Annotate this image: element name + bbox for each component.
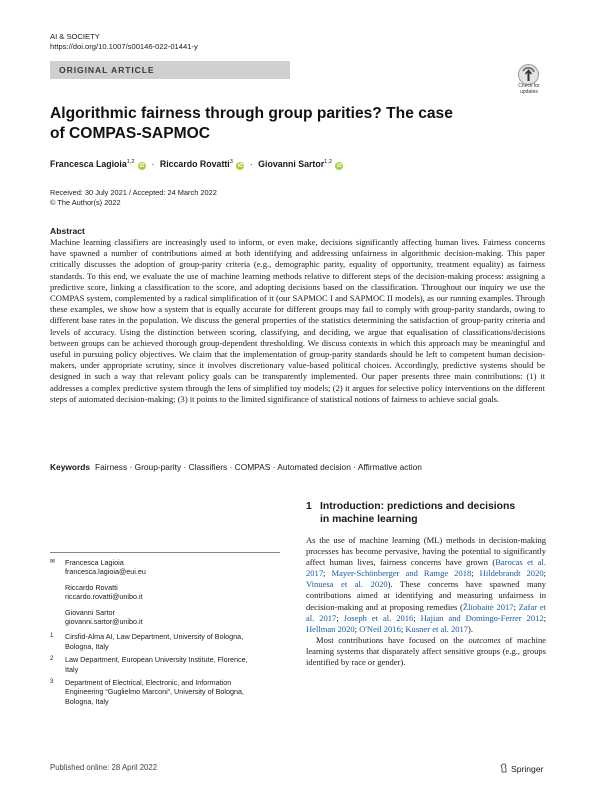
author-name[interactable]: Giovanni Sartor xyxy=(258,158,325,169)
text-run: Most contributions have focused on the xyxy=(316,634,469,645)
keywords-label: Keywords xyxy=(50,462,91,472)
envelope-icon: ✉ xyxy=(50,559,56,565)
journal-header xyxy=(50,32,198,52)
paper-title-line1: Algorithmic fairness through group parities? The case xyxy=(50,105,453,122)
correspondent-email[interactable]: francesca.lagioia@eui.eu xyxy=(65,567,146,577)
article-dates xyxy=(50,188,217,207)
affiliation-number: 1 xyxy=(50,633,54,640)
publisher-name: Springer xyxy=(511,764,544,774)
orcid-icon[interactable]: iD xyxy=(237,162,243,169)
section-title-line1: Introduction: predictions and decisions xyxy=(320,501,516,512)
citation-link[interactable]: Joseph et al. 2016 xyxy=(343,612,414,623)
author-name[interactable]: Francesca Lagioia xyxy=(50,158,127,169)
publisher-logo xyxy=(500,763,543,774)
citation-link[interactable]: Kusner et al. 2017 xyxy=(405,623,469,634)
text-run: ; xyxy=(400,623,406,634)
affiliation-line: Department of Electrical, Electronic, and Information xyxy=(65,678,232,688)
intro-paragraph-1 xyxy=(306,535,546,635)
intro-paragraph-2 xyxy=(306,635,546,668)
orcid-icon[interactable]: iD xyxy=(336,162,342,169)
citation-link[interactable]: Mayer-Schönberger and Ramge 2018 xyxy=(331,568,472,579)
contact-email[interactable]: giovanni.sartor@unibo.it xyxy=(65,617,143,627)
text-run: ; xyxy=(323,568,332,579)
citation-link[interactable]: Hildebrandt 2020 xyxy=(479,568,544,579)
check-updates-icon xyxy=(518,64,539,85)
correspondence-entry xyxy=(50,558,290,577)
author-list xyxy=(50,156,343,170)
text-run: ). These concerns have spawned many contributions aimed at identifying and measuring unfairness in decision-making and at proposing remedies ( xyxy=(306,579,546,612)
affiliation-entry xyxy=(50,655,290,674)
check-updates-line2: updates xyxy=(520,88,538,95)
section-heading xyxy=(306,500,546,526)
footnote-divider xyxy=(50,552,280,553)
published-online: Published online: 28 April 2022 xyxy=(50,763,158,772)
intro-body xyxy=(306,535,546,668)
affiliations-block xyxy=(50,558,290,706)
paper-title-line2: of COMPAS-SAPMOC xyxy=(50,125,210,142)
section-number: 1 xyxy=(306,501,312,512)
text-run: ; xyxy=(413,612,421,623)
citation-link[interactable]: Vinuesa et al. 2020 xyxy=(306,579,388,590)
contact-name: Riccardo Rovatti xyxy=(65,582,118,592)
journal-doi-link[interactable]: https://doi.org/10.1007/s00146-022-01441-y xyxy=(50,42,198,51)
affiliation-number: 3 xyxy=(50,679,54,686)
check-for-updates-badge[interactable] xyxy=(512,64,546,96)
affiliation-line: Law Department, European University Institute, Florence, xyxy=(65,655,248,665)
text-run: As the use of machine learning (ML) methods in decision-making processes has become pervasive, having the potential to significantly affect human lives, fairness concerns have grown ( xyxy=(306,535,546,568)
abstract-body xyxy=(50,237,545,405)
text-run: ; xyxy=(471,568,480,579)
author-name[interactable]: Riccardo Rovatti xyxy=(159,158,230,169)
springer-horse-icon xyxy=(500,763,508,773)
affiliation-line: Cirsfid-Alma AI, Law Department, University of Bologna, xyxy=(65,632,244,642)
affiliation-line: Bologna, Italy xyxy=(65,696,109,706)
text-run: ; xyxy=(543,612,547,623)
citation-link[interactable]: O'Neil 2016 xyxy=(359,623,401,634)
article-type-banner: ORIGINAL ARTICLE xyxy=(50,61,290,79)
text-run: ; xyxy=(543,568,546,579)
text-run: ; xyxy=(354,623,360,634)
keywords-line xyxy=(50,462,422,473)
check-updates-line1: Check for xyxy=(518,83,540,89)
author-affil-sup: 1,2 xyxy=(324,159,332,165)
citation-link[interactable]: Zafar et al. 2017 xyxy=(306,601,546,623)
copyright-notice: © The Author(s) 2022 xyxy=(50,197,121,207)
emphasis-text: outcomes xyxy=(468,634,501,645)
affiliation-number: 2 xyxy=(50,656,54,663)
keywords-list: Fairness · Group-parity · Classifiers · COMPAS · Automated decision · Affirmative action xyxy=(95,462,422,472)
affiliation-entry xyxy=(50,678,290,706)
author-affil-sup: 1,2 xyxy=(126,159,135,165)
contact-entry xyxy=(50,583,290,602)
citation-link[interactable]: Žliobaitė 2017 xyxy=(462,601,514,612)
author-affil-sup: 3 xyxy=(229,159,233,165)
affiliation-line: Engineering “Guglielmo Marconi”, University of Bologna, xyxy=(65,687,244,697)
citation-link[interactable]: Hajian and Domingo-Ferrer 2012 xyxy=(420,612,544,623)
abstract-text: Machine learning classifiers are increasingly used to inform, or even make, decisions significantly affecting human lives. Fairness concerns have spawned a number of contributions aimed at both identifying and addressing unfairness in algorithmic decision-making. This paper critically discusses the adoption of group-parity criteria (e.g., demographic parity, equality of opportunity, treatment equality) as fairness standards. To this end, we evaluate the use of machine learning methods relative to different steps of the decision-making process: assigning a predictive score, linking a classification to the score, and adopting decisions based on the classification. Throughout our inquiry we use the COMPAS system, complemented by a radical simplification of it (our SAPMOC I and SAPMOC II models), as our running examples. Through these examples, we show how a system that is equally accurate for different groups may fail to comply with group-parity standards, owing to different base rates in the population. We discuss the general properties of the statistics determining the satisfaction of group-parity criteria and levels of accuracy. Using the distinction between scoring, classifying, and deciding, we argue that equalisation of classifications/decisions between groups can be achieved thorough group-dependent thresholding. We discuss contexts in which this approach may be meaningful and useful in pursuing policy objectives. We claim that the implementation of group-parity standards should be left to competent human decision-makers, under appropriate scrutiny, since it involves discretionary value-based political choices. Accordingly, predictive systems should be designed in such a way that relevant policy goals can be transparently implemented. Our paper presents three main contributions: (1) it addresses a complex predictive system through the lens of simplified toy models; (2) it argues for selective policy interventions on the different steps of automated decision-making; (3) it points to the limited significance of statistical notions of fairness to achieve social goals. xyxy=(50,237,545,404)
text-run: of machine learning systems that disparately affect sensitive groups (e.g., groups identified by race or gender). xyxy=(306,634,547,668)
journal-name: AI & SOCIETY xyxy=(50,32,100,41)
abstract-heading: Abstract xyxy=(50,226,85,236)
citation-link[interactable]: Hellman 2020 xyxy=(306,623,355,634)
affiliation-entry xyxy=(50,632,290,651)
text-run: ; xyxy=(336,612,344,623)
author-separator: · xyxy=(249,158,253,169)
correspondent-name: Francesca Lagioia xyxy=(65,558,124,567)
received-accepted-dates: Received: 30 July 2021 / Accepted: 24 March 2022 xyxy=(50,188,217,197)
author-separator: · xyxy=(151,158,155,169)
contact-email[interactable]: riccardo.rovatti@unibo.it xyxy=(65,592,143,602)
paper-title xyxy=(50,104,490,144)
contact-entry xyxy=(50,608,290,627)
citation-link[interactable]: Barocas et al. 2017 xyxy=(306,557,546,579)
orcid-icon[interactable]: iD xyxy=(139,162,145,169)
text-run: ; xyxy=(513,601,519,612)
affiliation-line: Bologna, Italy xyxy=(65,641,109,651)
section-title-line2: in machine learning xyxy=(320,514,418,525)
text-run: ). xyxy=(468,623,474,634)
affiliation-line: Italy xyxy=(65,664,79,674)
contact-name: Giovanni Sartor xyxy=(65,607,115,617)
